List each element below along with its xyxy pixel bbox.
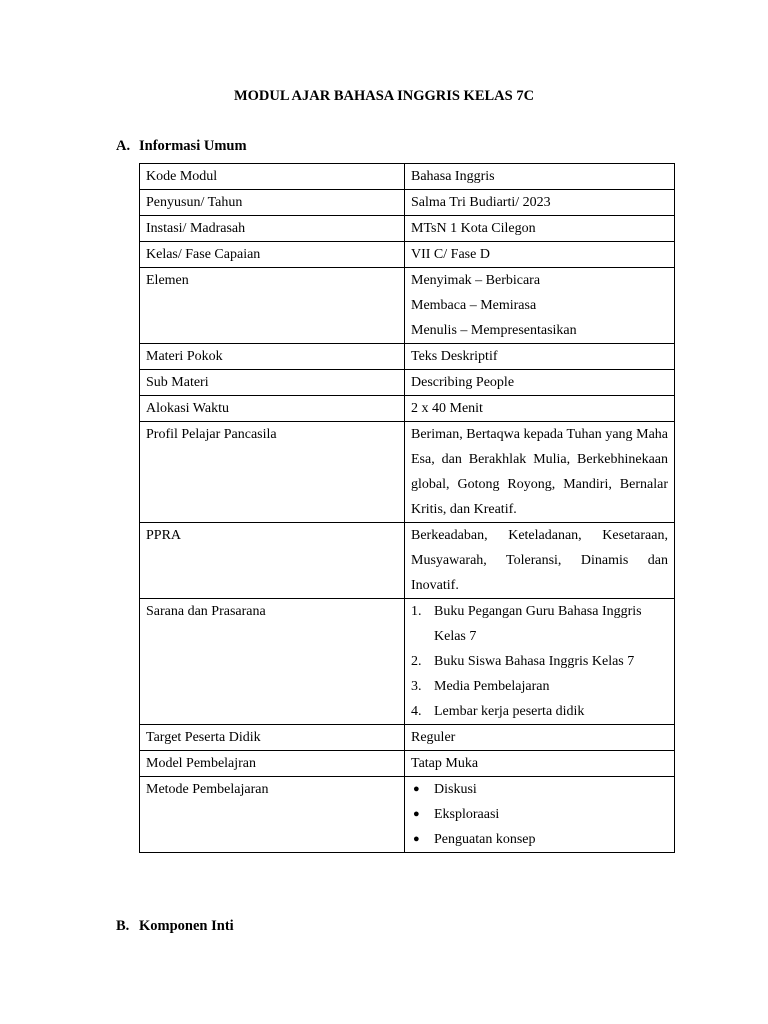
bullet-icon: ● — [413, 808, 420, 820]
row-value — [405, 268, 675, 344]
row-value: Teks Deskriptif — [405, 344, 675, 370]
row-key: Metode Pembelajaran — [140, 777, 405, 853]
row-value: Beriman, Bertaqwa kepada Tuhan yang Maha Esa, dan Berakhlak Mulia, Berkebhinekaan global, Gotong Royong, Mandiri, Bernalar Kritis, dan Kreatif. — [405, 422, 675, 523]
document-title: MODUL AJAR BAHASA INGGRIS KELAS 7C — [233, 88, 535, 104]
table-row — [140, 216, 675, 242]
list-number: 2. — [411, 654, 422, 669]
list-text: Lembar kerja peserta didik — [434, 704, 585, 719]
bullet-icon: ● — [413, 833, 420, 845]
row-value: Describing People — [405, 370, 675, 396]
table-row — [140, 396, 675, 422]
row-key: Profil Pelajar Pancasila — [140, 422, 405, 523]
list-item — [411, 777, 668, 802]
row-value: 2 x 40 Menit — [405, 396, 675, 422]
row-value: Bahasa Inggris — [405, 164, 675, 190]
row-value: Salma Tri Budiarti/ 2023 — [405, 190, 675, 216]
elemen-line: Membaca – Memirasa — [411, 298, 537, 313]
sarana-list — [411, 599, 668, 724]
row-key: Alokasi Waktu — [140, 396, 405, 422]
table-row — [140, 190, 675, 216]
list-item — [411, 674, 668, 699]
table-row — [140, 725, 675, 751]
list-number: 1. — [411, 604, 422, 619]
list-text: Buku Pegangan Guru Bahasa Inggris Kelas 7 — [434, 604, 642, 644]
row-key: Penyusun/ Tahun — [140, 190, 405, 216]
section-b-heading — [116, 918, 234, 935]
section-b-marker: B. — [116, 918, 130, 934]
row-key: Kelas/ Fase Capaian — [140, 242, 405, 268]
row-value: Tatap Muka — [405, 751, 675, 777]
row-value — [405, 777, 675, 853]
row-value: VII C/ Fase D — [405, 242, 675, 268]
table-row — [140, 370, 675, 396]
list-text: Penguatan konsep — [434, 832, 536, 847]
row-value: Reguler — [405, 725, 675, 751]
list-item — [411, 699, 668, 724]
table-row — [140, 164, 675, 190]
section-a-heading — [116, 138, 247, 155]
table-row — [140, 777, 675, 853]
row-key: Sarana dan Prasarana — [140, 599, 405, 725]
list-item — [411, 599, 668, 649]
table-row — [140, 242, 675, 268]
row-key: Materi Pokok — [140, 344, 405, 370]
row-key: PPRA — [140, 523, 405, 599]
row-key: Elemen — [140, 268, 405, 344]
informasi-umum-table — [139, 163, 675, 853]
row-value: Berkeadaban, Keteladanan, Kesetaraan, Musyawarah, Toleransi, Dinamis dan Inovatif. — [405, 523, 675, 599]
row-value: MTsN 1 Kota Cilegon — [405, 216, 675, 242]
metode-list — [411, 777, 668, 852]
row-key: Sub Materi — [140, 370, 405, 396]
bullet-icon: ● — [413, 783, 420, 795]
list-text: Eksploraasi — [434, 807, 500, 822]
row-key: Model Pembelajran — [140, 751, 405, 777]
table-row — [140, 599, 675, 725]
list-item — [411, 649, 668, 674]
list-text: Diskusi — [434, 782, 477, 797]
row-key: Target Peserta Didik — [140, 725, 405, 751]
row-value — [405, 599, 675, 725]
table-row — [140, 523, 675, 599]
list-number: 4. — [411, 704, 422, 719]
row-key: Instasi/ Madrasah — [140, 216, 405, 242]
section-b-label: Komponen Inti — [139, 918, 234, 934]
section-a-marker: A. — [116, 138, 131, 154]
section-a-label: Informasi Umum — [139, 138, 247, 154]
list-number: 3. — [411, 679, 422, 694]
table-row — [140, 344, 675, 370]
row-key: Kode Modul — [140, 164, 405, 190]
table-row — [140, 268, 675, 344]
table-row — [140, 422, 675, 523]
list-item — [411, 802, 668, 827]
list-item — [411, 827, 668, 852]
elemen-line: Menyimak – Berbicara — [411, 273, 541, 288]
list-text: Media Pembelajaran — [434, 679, 550, 694]
table-row — [140, 751, 675, 777]
list-text: Buku Siswa Bahasa Inggris Kelas 7 — [434, 654, 635, 669]
elemen-line: Menulis – Mempresentasikan — [411, 323, 577, 338]
